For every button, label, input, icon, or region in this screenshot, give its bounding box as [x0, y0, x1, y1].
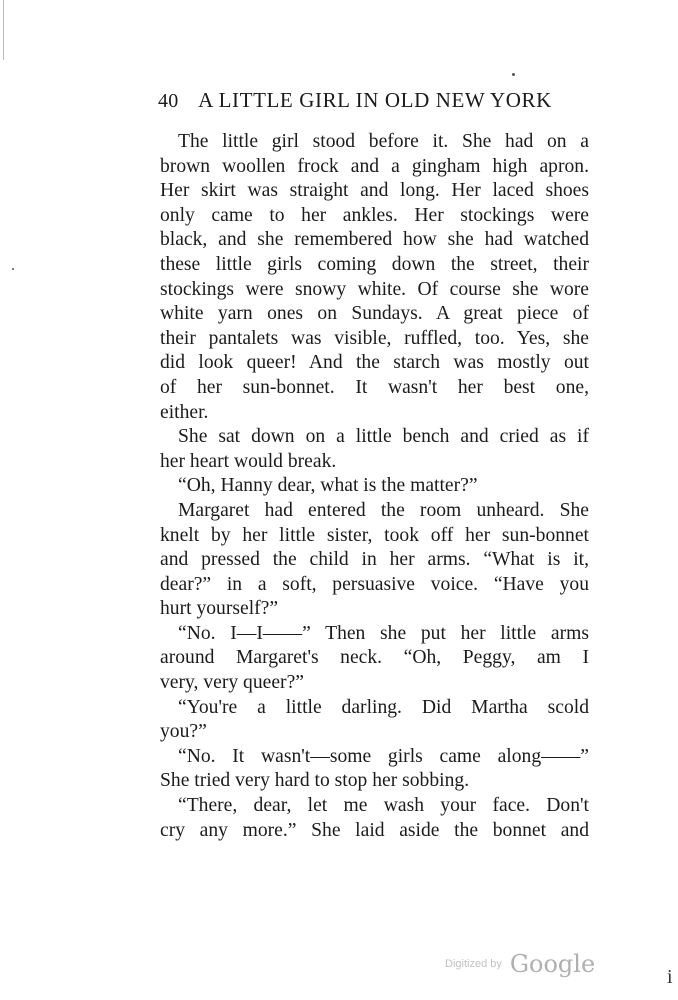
text-line: She sat down on a little bench and cried as if	[178, 426, 589, 448]
text-line: white yarn ones on Sundays. A great piece of	[160, 303, 589, 325]
digitized-watermark	[445, 950, 595, 984]
watermark-prefix: Digitized by	[445, 958, 502, 970]
text-line: The little girl stood before it. She had on a	[178, 131, 589, 152]
text-line: these little girls coming down the street, their	[160, 253, 589, 275]
text-line: Margaret had entered the room unheard. She	[178, 499, 589, 521]
scan-corner-mark: i	[667, 966, 673, 988]
text-line: around Margaret's neck. “Oh, Peggy, am I	[160, 647, 589, 669]
text-line: black, and she remembered how she had watched	[160, 229, 589, 251]
running-header	[158, 86, 590, 114]
text-line: and pressed the child in her arms. “What is it,	[160, 549, 589, 571]
text-line: only came to her ankles. Her stockings were	[160, 204, 589, 226]
scan-speck	[512, 73, 515, 76]
text-line: of her sun-bonnet. It wasn't her best one,	[160, 376, 589, 398]
text-line: “Oh, Hanny dear, what is the matter?”	[178, 475, 478, 497]
text-line: knelt by her little sister, took off her sun-bonnet	[160, 524, 589, 546]
text-line: “No. I—I——” Then she put her little arms	[178, 622, 589, 644]
text-line: stockings were snowy white. Of course she wore	[160, 278, 589, 300]
text-line: She tried very hard to stop her sobbing.	[160, 770, 470, 792]
text-line: “No. It wasn't—some girls came along——”	[178, 745, 589, 767]
text-line: either.	[160, 401, 209, 423]
text-line: “You're a little darling. Did Martha scold	[178, 696, 589, 718]
text-line: hurt yourself?”	[160, 598, 279, 620]
page-gutter-line	[3, 0, 4, 60]
text-line: you?”	[160, 721, 207, 743]
running-title: A LITTLE GIRL IN OLD NEW YORK	[198, 88, 552, 112]
text-line: Her skirt was straight and long. Her laced shoes	[160, 180, 589, 202]
text-line: their pantalets was visible, ruffled, too. Yes, she	[160, 327, 589, 349]
text-line: brown woollen frock and a gingham high apron.	[160, 155, 589, 177]
text-line: her heart would break.	[160, 450, 337, 472]
text-line: very, very queer?”	[160, 672, 304, 694]
text-line: cry any more.” She laid aside the bonnet and	[160, 819, 589, 841]
body-text	[160, 130, 589, 843]
watermark-brand: Google	[509, 950, 596, 978]
text-line: “There, dear, let me wash your face. Don't	[178, 795, 589, 817]
page-number: 40	[158, 90, 179, 112]
scan-speck	[12, 268, 14, 270]
text-line: did look queer! And the starch was mostly out	[160, 352, 589, 374]
text-line: dear?” in a soft, persuasive voice. “Have you	[160, 573, 589, 595]
